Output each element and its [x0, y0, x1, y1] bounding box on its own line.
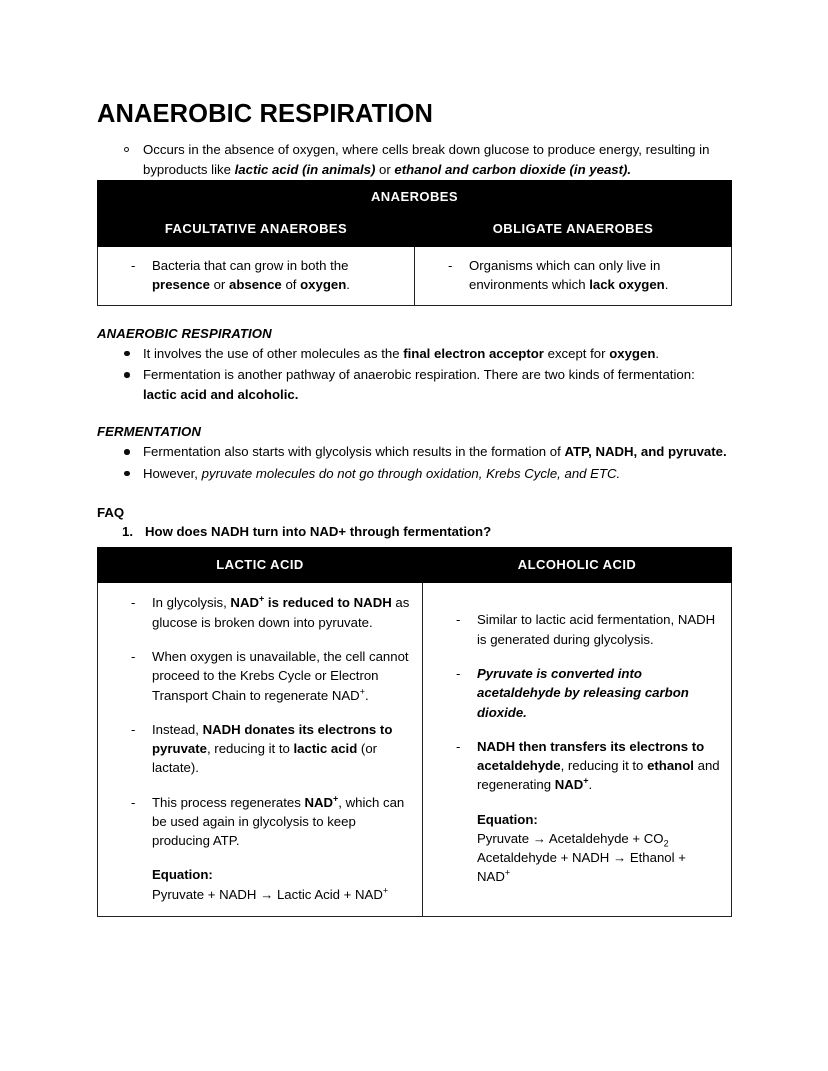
list-item: However, pyruvate molecules do not go through oxidation, Krebs Cycle, and ETC. — [97, 464, 732, 484]
column-header-facultative: FACULTATIVE ANAEROBES — [98, 212, 415, 247]
equation-label: Equation: — [477, 811, 538, 827]
cell-alcoholic-acid — [423, 583, 732, 916]
column-header-lactic-acid: LACTIC ACID — [98, 548, 423, 583]
table-row-header-title — [98, 181, 732, 212]
list-item: - Bacteria that can grow in both the presence or absence of oxygen. — [100, 256, 404, 295]
section-heading-anaerobic-respiration: ANAEROBIC RESPIRATION — [97, 325, 272, 341]
table-row-column-headers — [98, 212, 732, 247]
list-item: - This process regenerates NAD+, which can be used again in glycolysis to keep producing ATP. — [100, 793, 412, 851]
faq-item-question: How does NADH turn into NAD+ through fermentation? — [145, 524, 492, 540]
list-item: - NADH then transfers its electrons to acetaldehyde, reducing it to ethanol and regenerating NAD+. — [425, 737, 721, 795]
table-row — [98, 583, 732, 916]
anaerobic-respiration-bullet-list — [97, 344, 732, 405]
dash-list — [417, 256, 721, 295]
table-row — [98, 247, 732, 306]
column-header-alcoholic-acid: ALCOHOLIC ACID — [423, 548, 732, 583]
fermentation-comparison-table — [97, 547, 732, 916]
lactic-acid-equation — [100, 865, 412, 904]
dash-list — [425, 610, 721, 794]
fermentation-bullet-list — [97, 442, 732, 483]
cell-obligate-anaerobes — [415, 247, 732, 306]
list-item: - Instead, NADH donates its electrons to pyruvate, reducing it to lactic acid (or lactate). — [100, 720, 412, 778]
anaerobes-table-title: ANAEROBES — [98, 181, 732, 212]
section-heading-fermentation: FERMENTATION — [97, 424, 201, 440]
column-header-obligate: OBLIGATE ANAEROBES — [415, 212, 732, 247]
faq-question-list — [97, 522, 732, 541]
dash-list — [100, 593, 412, 850]
cell-lactic-acid — [98, 583, 423, 916]
faq-item-number: 1. — [122, 524, 133, 540]
alcoholic-acid-equation — [425, 810, 721, 887]
equation-label: Equation: — [152, 867, 213, 883]
intro-bullet-list — [97, 140, 732, 179]
cell-facultative-anaerobes — [98, 247, 415, 306]
equation-line: Pyruvate → Acetaldehyde + $CO_2$ — [477, 830, 669, 849]
anaerobes-table — [97, 180, 732, 306]
list-item: Fermentation is another pathway of anaerobic respiration. There are two kinds of fermentation: lactic acid and alcoholic. — [97, 365, 732, 404]
list-item: - Organisms which can only live in environments which lack oxygen. — [417, 256, 721, 295]
list-item: - Pyruvate is converted into acetaldehyde by releasing carbon dioxide. — [425, 664, 721, 722]
faq-heading: FAQ — [97, 505, 125, 521]
table-row-column-headers — [98, 548, 732, 583]
list-item: - When oxygen is unavailable, the cell cannot proceed to the Krebs Cycle or Electron Transport Chain to regenerate NAD+. — [100, 647, 412, 705]
equation-line: Acetaldehyde + NADH → Ethanol + NAD+ — [477, 850, 686, 885]
list-item: Fermentation also starts with glycolysis which results in the formation of ATP, NADH, and pyruvate. — [97, 442, 732, 462]
list-item: It involves the use of other molecules as the final electron acceptor except for oxygen. — [97, 344, 732, 364]
dash-list — [100, 256, 404, 295]
list-item: - In glycolysis, NAD+ is reduced to NADH as glucose is broken down into pyruvate. — [100, 593, 412, 632]
list-item: Occurs in the absence of oxygen, where cells break down glucose to produce energy, resulting in byproducts like lactic acid (in animals) or ethanol and carbon dioxide (in yeast). — [97, 140, 732, 179]
list-item — [97, 522, 732, 541]
list-item: - Similar to lactic acid fermentation, NADH is generated during glycolysis. — [425, 610, 721, 649]
equation-line: Pyruvate + NADH → Lactic Acid + NAD+ — [152, 885, 389, 902]
page-title: ANAEROBIC RESPIRATION — [97, 100, 433, 128]
